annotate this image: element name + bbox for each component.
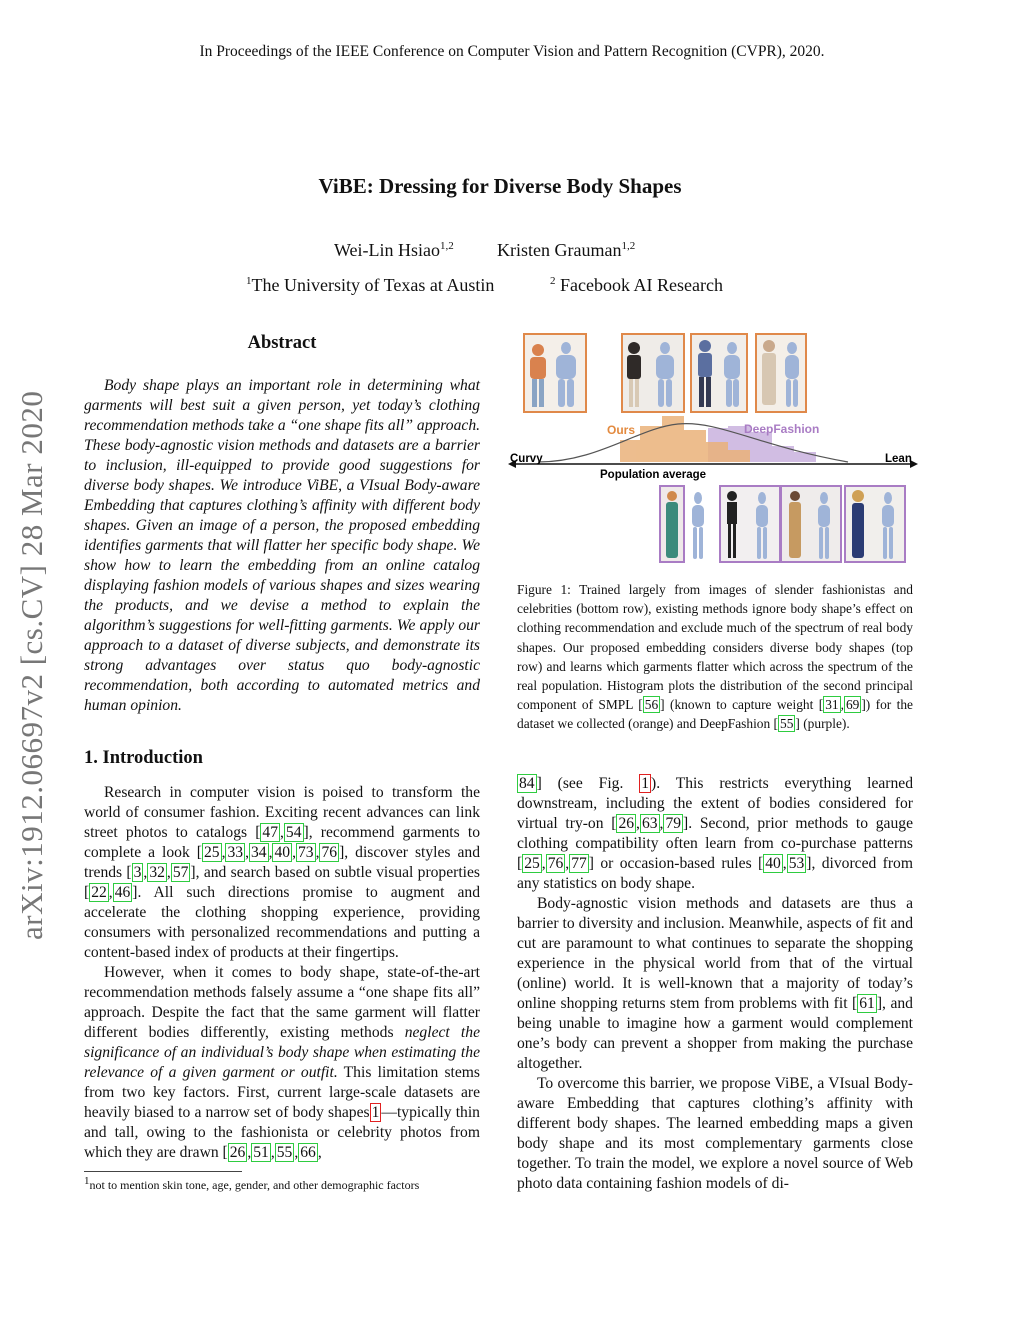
venue-header: In Proceedings of the IEEE Conference on Computer Vision and Pattern Recognition (CVPR), 2020. <box>199 43 825 60</box>
citation-link[interactable]: 76 <box>321 844 338 861</box>
citation-link[interactable]: 32 <box>149 864 165 881</box>
citation-link[interactable]: 47 <box>262 824 279 841</box>
introduction-body <box>84 783 480 1163</box>
citation-link[interactable]: 40 <box>274 844 291 861</box>
citation-link[interactable]: 34 <box>250 844 267 861</box>
affiliation-1 <box>246 275 494 296</box>
emphasis-run: neglect the significance of an individual’s body shape when estimating the relevance of a given garment or outfit. <box>84 1024 480 1081</box>
histogram-bar <box>640 426 662 462</box>
text-run: ], discover styles and trends [ <box>84 844 480 881</box>
citation-link[interactable]: 54 <box>285 824 302 841</box>
text-run: ]. All such directions promise to augment and accelerate the clothing shopping experience, providing consumers with personalized recommendations and putting a content-based index of products at their fingertips. <box>84 884 480 961</box>
histogram-bar <box>728 450 750 462</box>
citation-link[interactable]: 51 <box>253 1144 269 1161</box>
author-2 <box>497 240 635 261</box>
person-figure <box>852 490 864 558</box>
text-run: ], recommend garments to complete a look [ <box>84 824 480 861</box>
histogram-bar <box>684 430 706 462</box>
citation-link[interactable]: 73 <box>297 844 314 861</box>
citation-link[interactable]: 25 <box>524 855 540 872</box>
histogram-bar <box>662 416 684 462</box>
citation-link[interactable]: 66 <box>300 1144 316 1161</box>
citation-link[interactable]: 33 <box>227 844 244 861</box>
text-run: ], and being unable to imagine how a garment would complement one’s body can prevent a shopper from making the purchase altogether. <box>517 995 913 1072</box>
right-paragraph-1: 84 ] (see Fig. 1 ). This restricts everything learned downstream, including the extent of bodies considered for virtual try-on [ 26 , 63 , 79 ]. Second, prior methods to gauge clothing compatibility often learn from co-purchase patterns [ 25 , 76 , 77 ] or occasion-based rules [ 40 , 53 ], divorced from any statistics on body shape. <box>517 775 913 892</box>
citation-link[interactable]: 22 <box>91 884 107 901</box>
figure-1 <box>508 328 918 568</box>
histogram-bar <box>706 442 728 462</box>
text-run: Body-agnostic vision methods and datasets are thus a barrier to diversity and inclusion. Meanwhile, aspects of fit and cut are paramount to what continues to separate the shopping experience in the physical world from that of the virtual (online) world. It is well-known that a majority of today’s online shopping returns stem from problems with fit [ <box>517 895 913 1012</box>
right-paragraph-2 <box>517 894 913 1074</box>
affil-name: Facebook AI Research <box>555 275 723 295</box>
text-run: , <box>317 1144 322 1161</box>
histogram <box>508 416 918 481</box>
bottom-row-photos <box>660 486 905 562</box>
section-heading-introduction: 1. Introduction <box>84 748 203 768</box>
right-paragraph-3: To overcome this barrier, we propose ViBE, a VIsual Body-aware Embedding that captures clothing’s affinity with different body shapes. The learned embedding maps a given body shape and its most complementary garments close together. To train the model, we explore a novel source of Web photo data containing fashion models of di- <box>517 1075 913 1192</box>
top-row-photos <box>524 334 806 412</box>
citation-link[interactable]: 57 <box>172 864 189 881</box>
citation-link[interactable]: 63 <box>641 815 658 832</box>
axis-label-curvy: Curvy <box>510 453 543 465</box>
footnote <box>84 1175 480 1193</box>
citation-link[interactable]: 76 <box>547 855 564 872</box>
intro-paragraph-1: Research in computer vision is poised to transform the world of consumer fashion. Exciting recent advances can link street photos to catalogs [ 47 , 54 ], recommend garments to complete a look [ 25 , 33 , 34 , 40 , 73 , 76 ], discover styles and trends [ 3 , 32 , 57 ], and search based on subtle visual properties [ 22 , 46 ]. All such directions promise to augment and accelerate the clothing shopping experience, providing consumers with personalized recommendations and putting a content-based index of products at their fingertips. <box>84 784 480 961</box>
citation-link[interactable]: 26 <box>229 1144 246 1161</box>
footnote-text: not to mention skin tone, age, gender, and other demographic factors <box>89 1178 420 1192</box>
citation-link[interactable]: 84 <box>519 775 535 792</box>
arxiv-stamp: arXiv:1912.06697v2 [cs.CV] 28 Mar 2020 <box>14 390 49 940</box>
text-run: ] (see Fig. <box>536 775 640 792</box>
text-run: ], and search based on subtle visual properties [ <box>84 864 480 901</box>
text-run: However, when it comes to body shape, state-of-the-art recommendation methods falsely assume a “one shape fits all” approach. Despite the fact that the same garment will flatter different bodies differently, existing methods <box>84 964 480 1041</box>
citation-link[interactable]: 53 <box>788 855 805 872</box>
text-run: ] (known to capture weight [ <box>660 697 824 713</box>
citation-link[interactable]: 3 <box>133 864 142 881</box>
author-1 <box>334 240 454 261</box>
footnote-rule <box>84 1171 242 1172</box>
intro-paragraph-2: However, when it comes to body shape, state-of-the-art recommendation methods falsely assume a “one shape fits all” approach. Despite the fact that the same garment will flatter different bodies differently, existing methods neglect the significance of an individual’s body shape when estimating the relevance of a given garment or outfit. This limitation stems from two key factors. First, current large-scale datasets are heavily biased to a narrow set of body shapes 1 —typically thin and tall, owing to the fashionista or celebrity photos from which they are drawn [ 26 , 51 , 55 , 66 , <box>84 964 480 1161</box>
text-run: ]) for the dataset we collected (orange) and DeepFashion [ <box>517 697 913 732</box>
citation-link[interactable]: 25 <box>203 844 220 861</box>
citation-link[interactable]: 31 <box>825 697 839 713</box>
text-run: ] or occasion-based rules [ <box>588 855 764 872</box>
legend-deepfashion: DeepFashion <box>744 422 820 436</box>
abstract-heading: Abstract <box>247 333 317 353</box>
citation-link[interactable]: 26 <box>618 815 635 832</box>
citation-link[interactable]: 55 <box>780 716 794 732</box>
text-run: This limitation stems from two key factors. First, current large-scale datasets are heavily biased to a narrow set of body shapes <box>84 1064 480 1121</box>
abstract-text <box>84 376 480 716</box>
figure-1-caption: Figure 1: Trained largely from images of slender fashionistas and celebrities (bottom row), existing methods ignore body shape’s effect on clothing recommendation and exclude much of the spectrum of real body shapes. Our proposed embedding considers diverse body shapes (top row) and learns which garments flatter which across the spectrum of the real population. Histogram plots the distribution of the second principal component of SMPL [ 56 ] (known to capture weight [ 31 , 69 ]) for the dataset we collected (orange) and DeepFashion [ 55 ] (purple). <box>517 582 913 732</box>
citation-link[interactable]: 69 <box>845 697 860 713</box>
citation-link[interactable]: 56 <box>644 697 659 713</box>
author-affil-sup: 1,2 <box>621 240 636 252</box>
body-avatar <box>692 492 704 559</box>
affil-sup: 2 <box>550 275 556 287</box>
affiliation-2 <box>550 275 723 296</box>
right-column-body <box>517 774 913 1194</box>
figure-link[interactable]: 1 <box>641 775 650 792</box>
footnote-link[interactable]: 1 <box>371 1104 380 1121</box>
axis-label-lean: Lean <box>885 453 912 465</box>
text-run: Research in computer vision is poised to transform the world of consumer fashion. Exciting recent advances can link street photos to catalogs [ <box>84 784 480 841</box>
affil-name: The University of Texas at Austin <box>251 275 495 295</box>
text-run: —typically thin and tall, owing to the fashionista or celebrity photos from which they are drawn [ <box>84 1104 480 1161</box>
abstract-paragraph: Body shape plays an important role in determining what garments will best suit a given person, yet today’s clothing recommendation methods take a “one shape fits all” approach. These body-agnostic vision methods and datasets are a barrier to inclusion, ill-equipped to provide good suggestions for diverse body shapes. We introduce ViBE, a VIsual Body-aware Embedding that captures clothing’s affinity with different body shapes. Given an image of a person, the proposed embedding identifies garments that will flatter her specific body shape. We show how to learn the embedding from an online catalog displaying fashion models of various shapes and sizes wearing the products, and we devise a method to explain the algorithm’s suggestions for well-fitting garments. We apply our approach to a dataset of diverse subjects, and demonstrate its strong advantages over status quo body-agnostic recommendation, both according to automated metrics and human opinion. <box>84 377 481 714</box>
author-name: Kristen Grauman <box>497 240 622 260</box>
citation-link[interactable]: 79 <box>665 815 682 832</box>
author-name: Wei-Lin Hsiao <box>334 240 441 260</box>
histogram-bar <box>750 432 772 462</box>
axis-label-population: Population average <box>600 469 707 481</box>
paper-title: ViBE: Dressing for Diverse Body Shapes <box>318 174 682 198</box>
citation-link[interactable]: 61 <box>859 995 875 1012</box>
text-run: ] (purple). <box>795 716 850 732</box>
legend-ours: Ours <box>607 423 636 437</box>
citation-link[interactable]: 46 <box>114 884 131 901</box>
footnote-mark: 1 <box>84 1175 90 1187</box>
text-run: ]. Second, prior methods to gauge clothing compatibility often learn from co-purchase patterns [ <box>517 815 913 872</box>
histogram-bar <box>794 452 816 462</box>
histogram-bar <box>620 440 640 462</box>
author-affil-sup: 1,2 <box>440 240 454 252</box>
text-run: ). This restricts everything learned downstream, including the extent of bodies considered for virtual try-on [ <box>517 775 913 832</box>
affil-sup: 1 <box>246 275 252 287</box>
citation-link[interactable]: 40 <box>765 855 781 872</box>
citation-link[interactable]: 55 <box>276 1144 293 1161</box>
text-run: Figure 1: Trained largely from images of slender fashionistas and celebrities (bottom row), existing methods ignore body shape’s effect on clothing recommendation and exclude much of the spectrum of real body shapes. Our proposed embedding considers diverse body shapes (top row) and learns which garments flatter which across the spectrum of the real population. Histogram plots the distribution of the second principal component of SMPL [ <box>517 582 913 713</box>
text-run: ], divorced from any statistics on body shape. <box>517 855 913 892</box>
citation-link[interactable]: 77 <box>571 855 587 872</box>
